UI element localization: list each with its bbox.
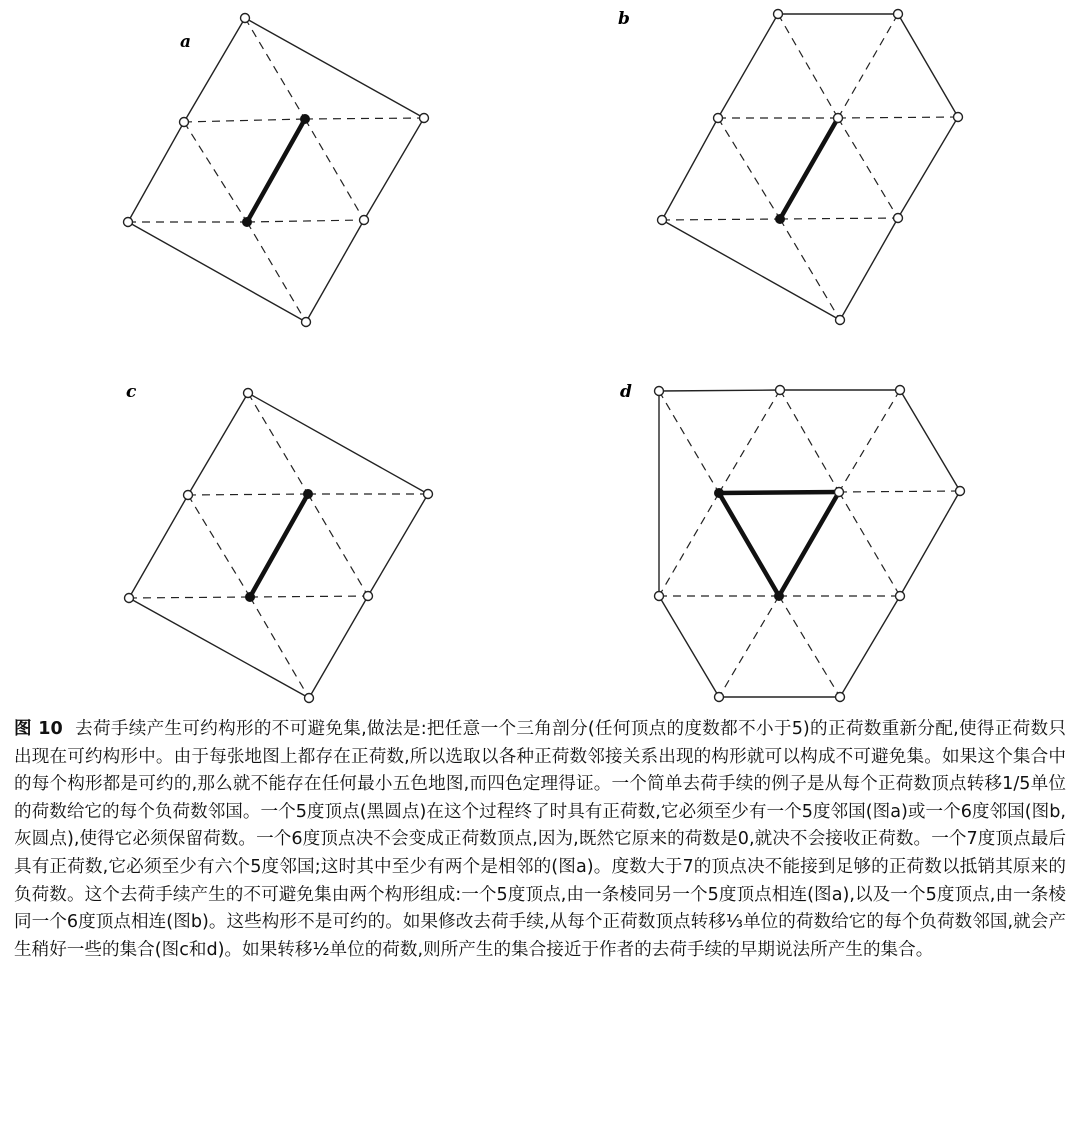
panel-c-label: c — [126, 382, 137, 402]
panel-a — [124, 14, 429, 327]
panel-d-label: d — [620, 382, 632, 402]
panel-b — [618, 9, 963, 325]
figure-caption — [14, 716, 1066, 964]
panel-c-thick-edge — [250, 494, 308, 597]
figure-number: 图 10 — [14, 719, 63, 739]
panel-d — [620, 382, 965, 702]
panel-b-thick-edge — [780, 118, 838, 219]
panel-b-label: b — [618, 9, 630, 29]
panel-c — [125, 382, 433, 703]
panel-a-thick-edge — [247, 119, 305, 222]
caption-text: 去荷手续产生可约构形的不可避免集,做法是:把任意一个三角剖分(任何顶点的度数都不小于5)的正荷数重新分配,使得正荷数只出现在可约构形中。由于每张地图上都存在正荷数,所以选取以各种正荷数邻接关系出现的构形就可以构成不可避免集。如果这个集合中的每个构形都是可约的,那么就不能存在任何最小五色地图,而四色定理得证。一个简单去荷手续的例子是从每个正荷数顶点转移1/5单位的荷数给它的每个负荷数邻国。一个5度顶点(黑圆点)在这个过程终了时具有正荷数,它必须至少有一个5度邻国(图a)或一个6度邻国(图b,灰圆点),使得它必须保留荷数。一个6度顶点决不会变成正荷数顶点,因为,既然它原来的荷数是0,就决不会接收正荷数。一个7度顶点最后具有正荷数,它必须至少有六个5度邻国;这时其中至少有两个是相邻的(图a)。度数大于7的顶点决不能接到足够的正荷数以抵销其原来的负荷数。这个去荷手续产生的不可避免集由两个构形组成:一个5度顶点,由一条棱同另一个5度顶点相连(图a),以及一个5度顶点,由一条棱同一个6度顶点相连(图b)。这些构形不是可约的。如果修改去荷手续,从每个正荷数顶点转移⅓单位的荷数给它的每个负荷数邻国,就会产生稍好一些的集合(图c和d)。如果转移½单位的荷数,则所产生的集合接近于作者的去荷手续的早期说法所产生的集合。 — [14, 719, 1066, 960]
panel-a-label: a — [180, 32, 192, 52]
panel-d-thick-triangle — [719, 492, 839, 596]
